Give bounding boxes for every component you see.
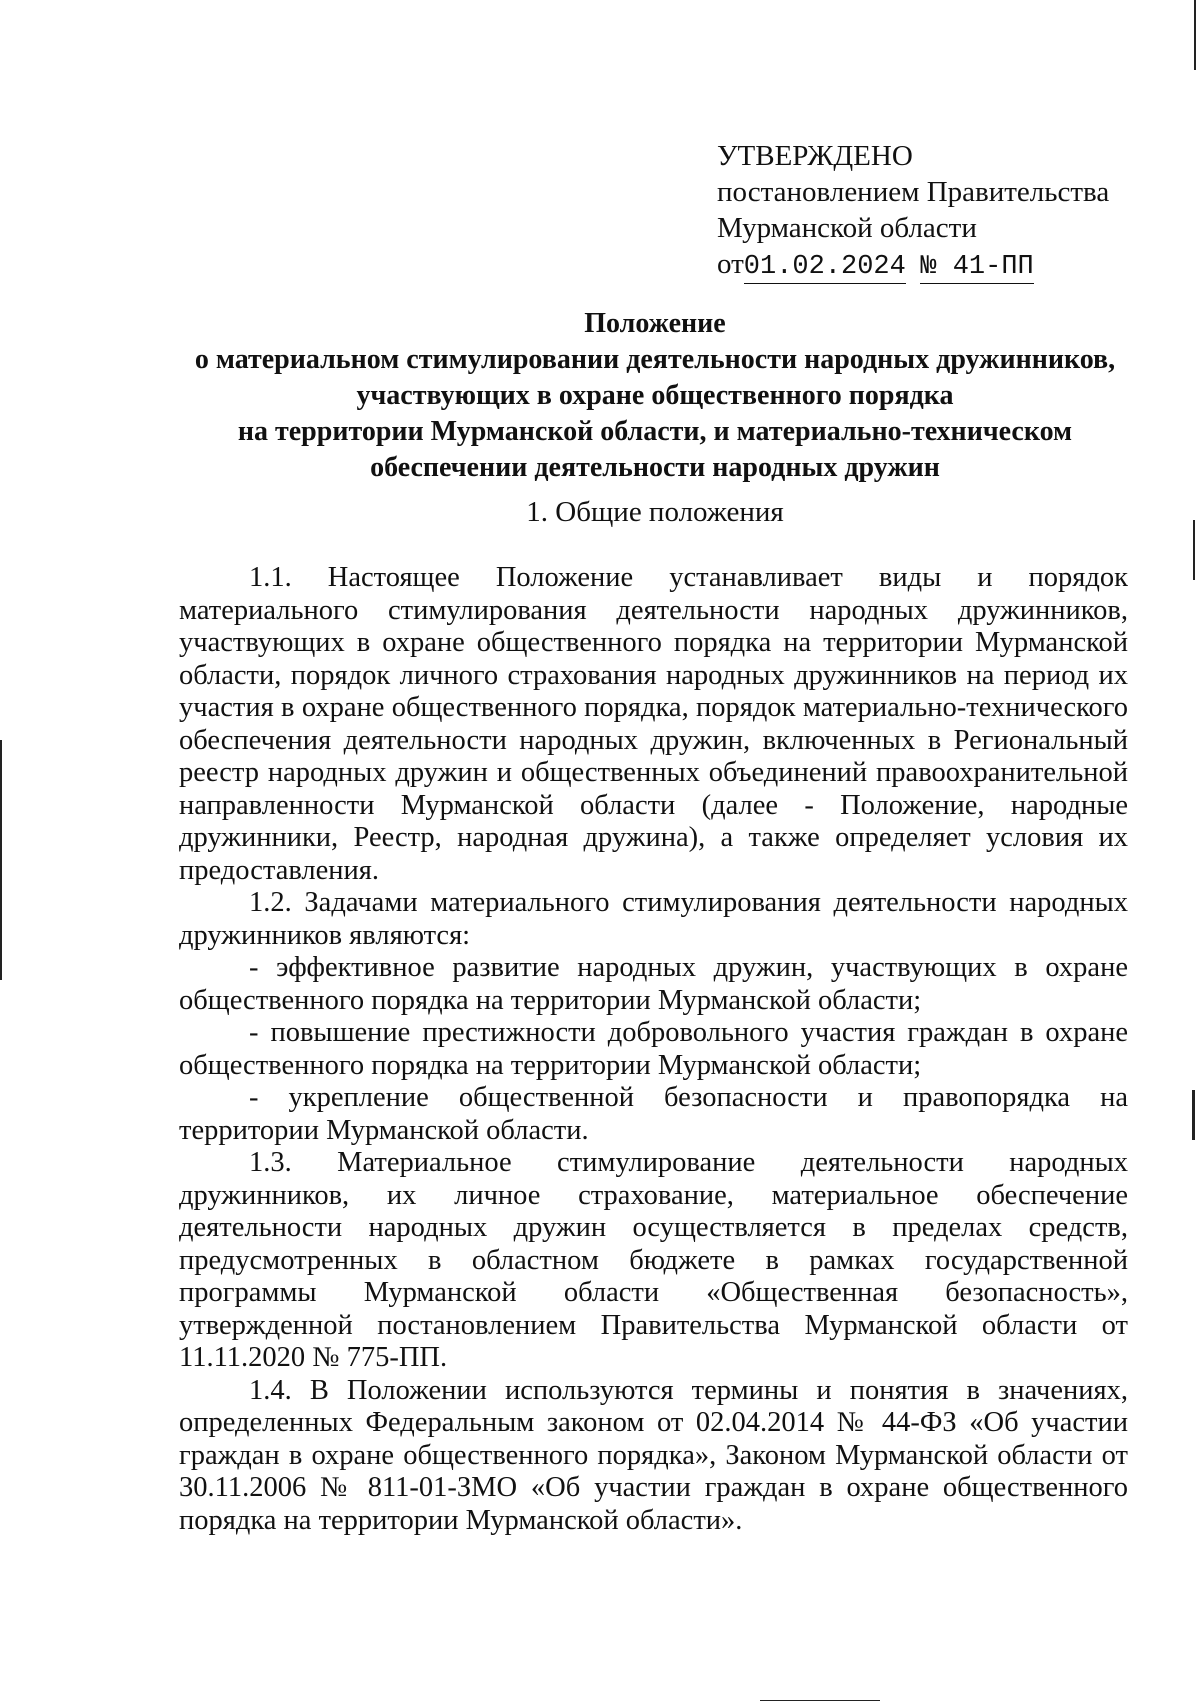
paragraph-1-3: 1.3. Материальное стимулирование деятельности народных дружинников, их личное страхование, материальное обеспечение деятельности народных дружин осуществляется в пределах средств, предусмотренных в областном бюджете в рамках государственной программы Мурманской области «Общественная безопасность», утвержденной постановлением Правительства Мурманской области от 11.11.2020 № 775-ПП. bbox=[179, 1147, 1128, 1373]
scan-edge-mark bbox=[760, 1700, 880, 1701]
approval-line-1: постановлением Правительства bbox=[717, 176, 1110, 208]
approval-date: 01.02.2024 bbox=[743, 252, 906, 282]
approval-stamp bbox=[717, 138, 1109, 285]
paragraph-1-2: 1.2. Задачами материального стимулирования деятельности народных дружинников являются: bbox=[179, 887, 1128, 951]
title-line-4: на территории Мурманской области, и материально-техническом bbox=[237, 416, 1073, 447]
scan-edge-mark bbox=[1193, 520, 1195, 580]
section-heading: 1. Общие положения bbox=[526, 496, 784, 528]
paragraph-1-2-bullet-2: - повышение престижности добровольного участия граждан в охране общественного порядка на территории Мурманской области; bbox=[179, 1017, 1128, 1081]
paragraph-1-1: 1.1. Настоящее Положение устанавливает виды и порядок материального стимулирования деятельности народных дружинников, участвующих в охране общественного порядка на территории Мурманской области, порядок личного страхования народных дружинников на период их участия в охране общественного порядка, порядок материально-технического обеспечения деятельности народных дружин, включенных в Региональный реестр народных дружин и общественных объединений правоохранительной направленности Мурманской области (далее - Положение, народные дружинники, Реестр, народная дружина), а также определяет условия их предоставления. bbox=[179, 562, 1128, 886]
document-title bbox=[175, 306, 1135, 486]
approval-status: УТВЕРЖДЕНО bbox=[717, 140, 913, 172]
approval-line-2: Мурманской области bbox=[717, 212, 977, 244]
scan-edge-mark bbox=[0, 740, 2, 980]
scan-edge-mark bbox=[1192, 1090, 1195, 1140]
paragraph-1-4: 1.4. В Положении используются термины и понятия в значениях, определенных Федеральным законом от 02.04.2014 № 44-ФЗ «Об участии граждан в охране общественного порядка», Законом Мурманской области от 30.11.2006 № 811-01-ЗМО «Об участии граждан в охране общественного порядка на территории Мурманской области». bbox=[179, 1374, 1128, 1536]
paragraph-1-2-bullet-1: - эффективное развитие народных дружин, участвующих в охране общественного порядка на территории Мурманской области; bbox=[179, 952, 1128, 1016]
paragraph-1-2-bullet-3: - укрепление общественной безопасности и правопорядка на территории Мурманской области. bbox=[179, 1082, 1128, 1146]
section-body bbox=[179, 562, 1128, 1537]
approval-date-line bbox=[717, 246, 1109, 285]
title-line-2: о материальном стимулировании деятельности народных дружинников, bbox=[194, 344, 1116, 375]
approval-date-prefix: от bbox=[717, 248, 744, 280]
scan-edge-mark bbox=[1194, 0, 1196, 70]
approval-number: № 41-ПП bbox=[920, 252, 1034, 282]
title-line-3: участвующих в охране общественного порядка bbox=[356, 380, 954, 411]
title-line-1: Положение bbox=[584, 308, 726, 339]
title-line-5: обеспечении деятельности народных дружин bbox=[370, 452, 940, 483]
